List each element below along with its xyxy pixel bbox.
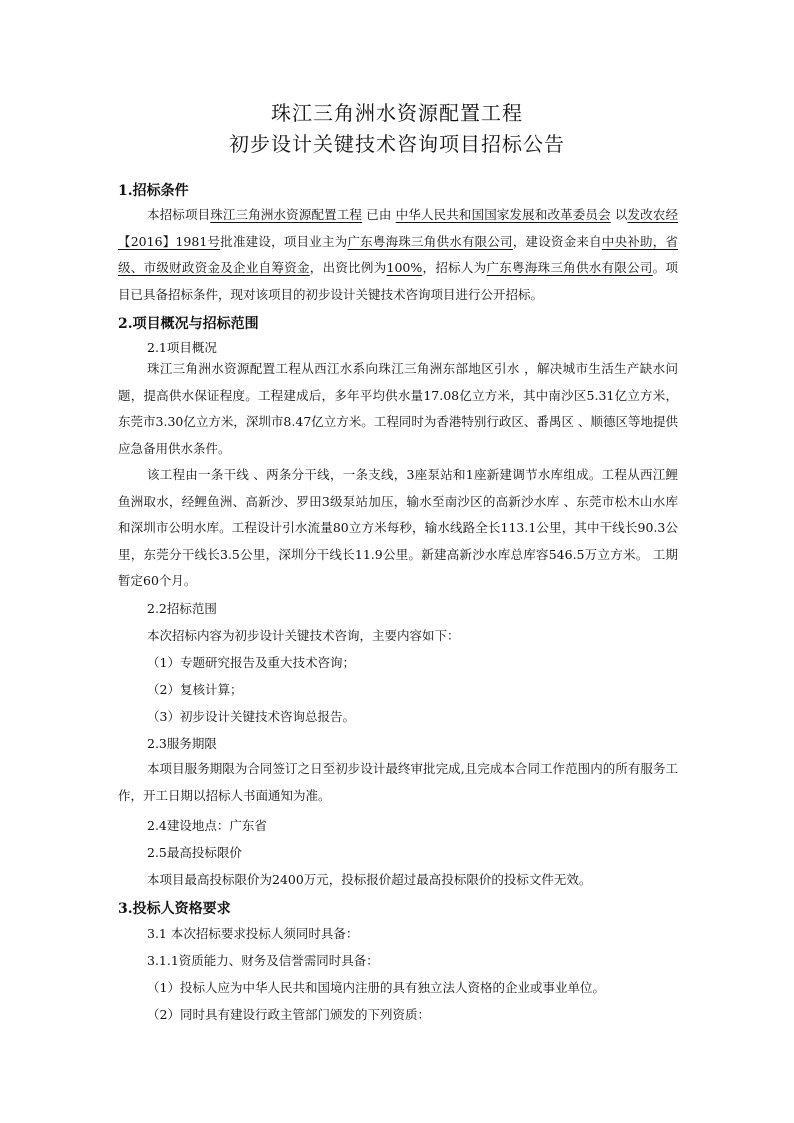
subsection-2-3-title: 2.3服务期限	[147, 736, 217, 751]
text-run: 批准建设，项目业主为	[220, 233, 348, 249]
scope-item-3: （3）初步设计关键技术咨询总报告。	[147, 709, 355, 724]
requirement-item-2: （2）同时具有建设行政主管部门颁发的下列资质：	[147, 1007, 430, 1022]
requirement-3-1: 3.1 本次招标要求投标人须同时具备：	[147, 926, 359, 941]
scope-item-1: （1）专题研究报告及重大技术咨询；	[147, 655, 355, 670]
service-period-paragraph: 本项目服务期限为合同签订之日至初步设计最终审批完成,且完成本合同工作范围内的所有服务工作，开工日期以招标人书面通知为准。	[118, 761, 678, 803]
approval-document-number: 发改农经【2016】1981号	[118, 207, 678, 249]
document-title-line-1: 珠江三角洲水资源配置工程	[271, 101, 523, 125]
text-run: ，出资比例为	[309, 260, 387, 275]
project-owner: 广东粤海珠三角供水有限公司	[347, 233, 513, 249]
scope-intro: 本次招标内容为初步设计关键技术咨询，主要内容如下：	[147, 628, 460, 643]
max-price-paragraph: 本项目最高投标限价为2400万元，投标报价超过最高投标限价的投标文件无效。	[147, 872, 592, 887]
subsection-2-5-title: 2.5最高投标限价	[147, 845, 242, 860]
funding-ratio: 100%	[386, 260, 423, 275]
subsection-2-1-title: 2.1项目概况	[147, 340, 217, 355]
project-overview-paragraph-1: 珠江三角洲水资源配置工程从西江水系向珠江三角洲东部地区引水 ，解决城市生活生产缺水问题，提高供水保证程度。工程建成后，多年平均供水量17.08亿立方米，其中南沙区5.31亿立方米，东莞市3.30亿立方米，深圳市8.47亿立方米。工程同时为香港特别行政区、番禺区 、顺德区等地提供应急备用供水条件。	[118, 361, 678, 456]
text-run: ，建设资金来自	[512, 233, 602, 249]
subsection-2-2-title: 2.2招标范围	[147, 601, 217, 616]
scope-item-2: （2）复核计算；	[147, 682, 243, 697]
subsection-2-4-location: 2.4建设地点：广东省	[147, 818, 267, 833]
text-run: 本招标项目	[147, 207, 211, 222]
project-name: 珠江三角洲水资源配置工程	[210, 207, 363, 222]
funding-source: 中央补助，省级、市级财政资金及企业自筹资金	[118, 233, 678, 275]
section-3-heading: 3.投标人资格要求	[118, 901, 231, 917]
text-run: 以	[610, 207, 628, 222]
section-1-paragraph	[118, 202, 678, 308]
section-2-heading: 2.项目概况与招标范围	[118, 316, 259, 332]
project-overview-paragraph-2: 该工程由一条干线 、两条分干线，一条支线，3座泵站和1座新建调节水库组成。工程从西江鲤鱼洲取水，经鲤鱼洲、高新沙、罗田3级泵站加压，输水至南沙区的高新沙水库 、东莞市松木山水库和深圳市公明水库。工程设计引水流量80立方米每秒，输水线路全长113.1公里，其中干线长90.3公里，东莞分干线长3.5公里，深圳分干线长11.9公里。新建高新沙水库总库容546.5万立方米。 工期暂定60个月。	[118, 467, 678, 588]
text-run: 。项目已具备招标条件，现对该项目的初步设计关键技术咨询项目进行公开招标。	[118, 260, 678, 302]
section-1-heading: 1.招标条件	[118, 183, 189, 199]
requirement-3-1-1: 3.1.1资质能力、财务及信誉需同时具备：	[147, 953, 379, 968]
text-run: 已由	[362, 207, 396, 222]
text-run: ，招标人为	[422, 260, 487, 275]
tenderer-name: 广东粤海珠三角供水有限公司	[486, 260, 653, 275]
document-title-line-2: 初步设计关键技术咨询项目招标公告	[229, 132, 565, 156]
approval-authority: 中华人民共和国国家发展和改革委员会	[395, 207, 611, 222]
requirement-item-1: （1）投标人应为中华人民共和国境内注册的具有独立法人资格的企业或事业单位。	[147, 980, 605, 995]
